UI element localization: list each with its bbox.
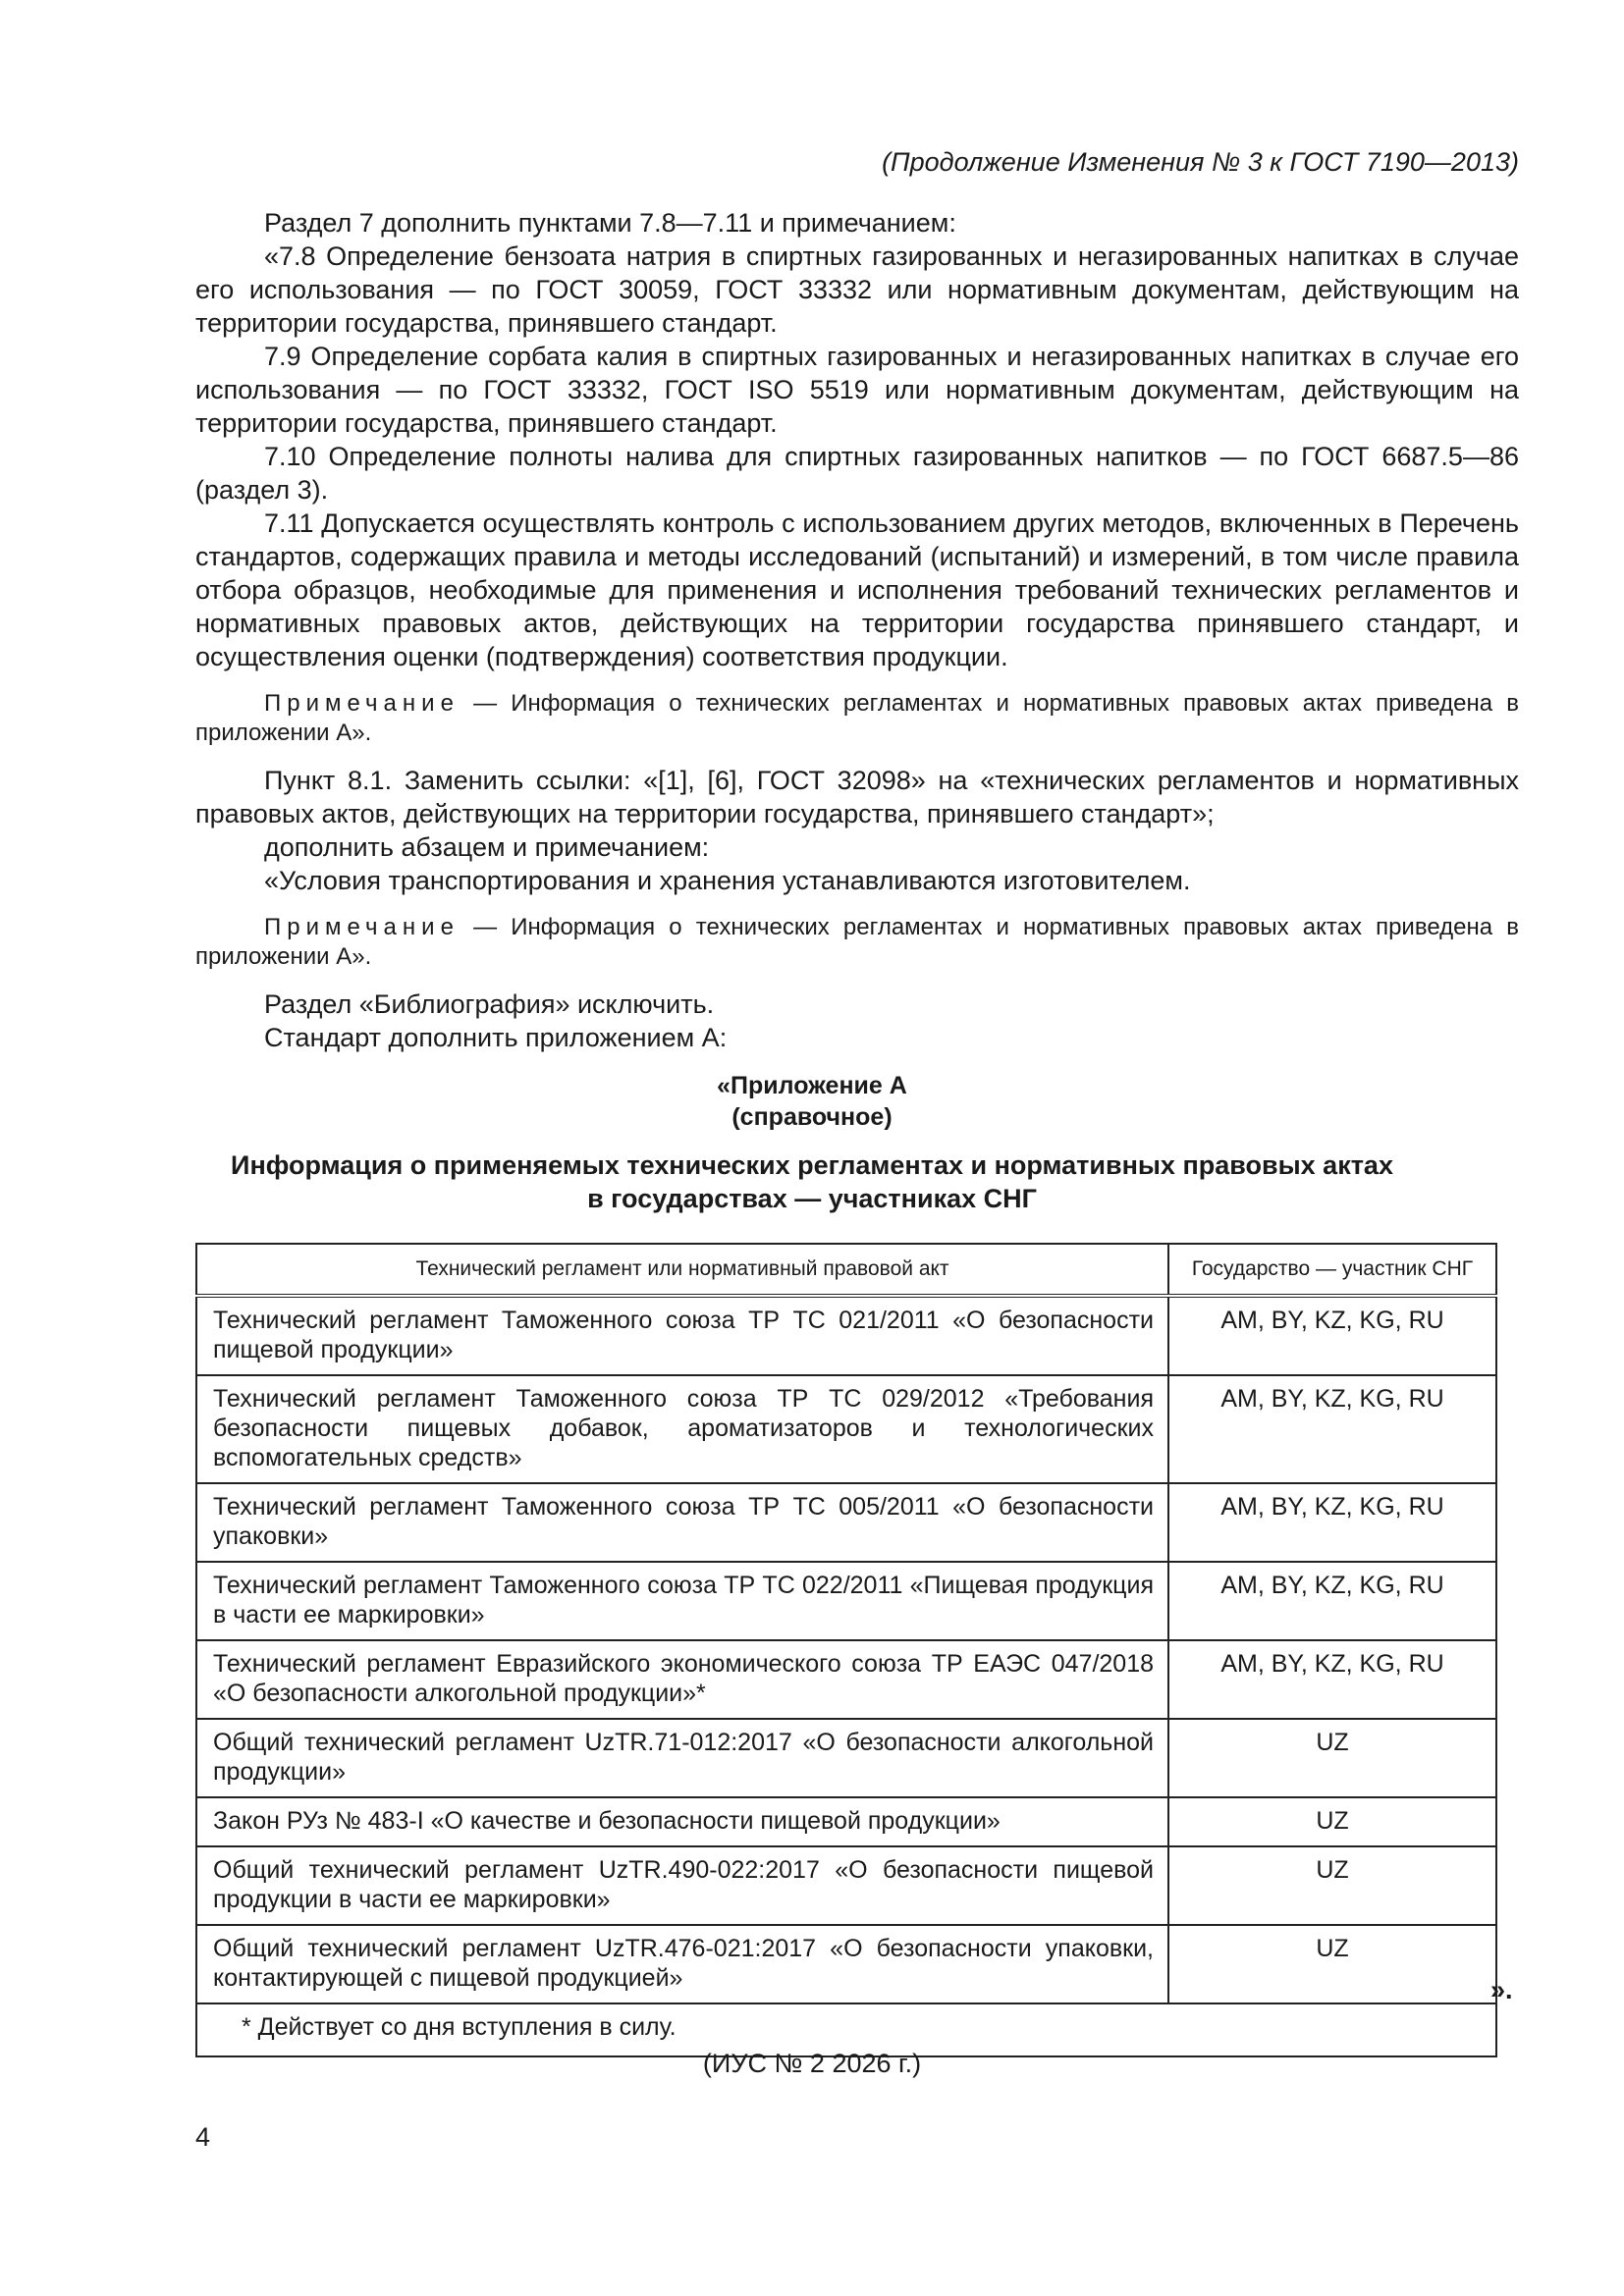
column-header-state: Государство — участник СНГ bbox=[1168, 1244, 1496, 1296]
paragraph: Стандарт дополнить приложением А: bbox=[264, 1023, 728, 1052]
column-header-act: Технический регламент или нормативный правовой акт bbox=[196, 1244, 1168, 1296]
table-row bbox=[196, 1296, 1496, 1375]
table-header-row bbox=[196, 1244, 1496, 1296]
paragraph: Раздел «Библиография» исключить. bbox=[264, 989, 715, 1019]
table-row bbox=[196, 1562, 1496, 1640]
paragraph: дополнить абзацем и примечанием: bbox=[264, 832, 710, 862]
act-cell: Закон РУз № 483-I «О качестве и безопасности пищевой продукции» bbox=[196, 1797, 1168, 1846]
act-cell: Технический регламент Евразийского экономического союза ТР ЕАЭС 047/2018 «О безопасности алкогольной продукции»* bbox=[196, 1640, 1168, 1719]
paragraph: 7.11 Допускается осуществлять контроль с использованием других методов, включенных в Перечень стандартов, содержащих правила и методы исследований (испытаний) и измерений, в том числе правила отбора образцов, необходимые для применения и исполнения требований технических регламентов и нормативных правовых актов, действующих на территории государства принявшего стандарт, и осуществления оценки (подтверждения) соответствия продукции. bbox=[195, 508, 1519, 671]
state-cell: AM, BY, KZ, KG, RU bbox=[1168, 1562, 1496, 1640]
annex-title bbox=[0, 1070, 1624, 1133]
note bbox=[195, 689, 1519, 748]
paragraph: «Условия транспортирования и хранения устанавливаются изготовителем. bbox=[264, 866, 1191, 895]
state-cell: AM, BY, KZ, KG, RU bbox=[1168, 1375, 1496, 1483]
table-row bbox=[196, 1719, 1496, 1797]
regulations-table bbox=[195, 1243, 1497, 2057]
note-text: — Информация о технических регламентах и нормативных правовых актах приведена в приложении А». bbox=[195, 690, 1519, 746]
note-label: Примечание bbox=[264, 914, 460, 940]
state-cell: UZ bbox=[1168, 1846, 1496, 1925]
annex-heading-line: в государствах — участниках СНГ bbox=[587, 1184, 1037, 1213]
table-footnote: * Действует со дня вступления в силу. bbox=[196, 2003, 1496, 2056]
state-cell: AM, BY, KZ, KG, RU bbox=[1168, 1640, 1496, 1719]
body-text bbox=[195, 206, 1519, 1054]
act-cell: Технический регламент Таможенного союза ТР ТС 022/2011 «Пищевая продукция в части ее маркировки» bbox=[196, 1562, 1168, 1640]
page-number: 4 bbox=[195, 2122, 211, 2152]
note bbox=[195, 913, 1519, 972]
closing-quote: ». bbox=[1490, 1975, 1513, 2004]
act-cell: Технический регламент Таможенного союза ТР ТС 029/2012 «Требования безопасности пищевых добавок, ароматизаторов и технологических вспомогательных средств» bbox=[196, 1375, 1168, 1483]
page-header: (Продолжение Изменения № 3 к ГОСТ 7190—2013) bbox=[882, 147, 1519, 177]
annex-heading bbox=[0, 1148, 1624, 1215]
state-cell: UZ bbox=[1168, 1797, 1496, 1846]
paragraph: «7.8 Определение бензоата натрия в спиртных газированных и негазированных напитках в случае его использования — по ГОСТ 30059, ГОСТ 33332 или нормативным документам, действующим на территории государства, принявшего стандарт. bbox=[195, 241, 1519, 338]
state-cell: UZ bbox=[1168, 1925, 1496, 2003]
act-cell: Общий технический регламент UzTR.71-012:2017 «О безопасности алкогольной продукции» bbox=[196, 1719, 1168, 1797]
paragraph: 7.10 Определение полноты налива для спиртных газированных напитков — по ГОСТ 6687.5—86 (раздел 3). bbox=[195, 442, 1519, 505]
state-cell: UZ bbox=[1168, 1719, 1496, 1797]
act-cell: Общий технический регламент UzTR.476-021:2017 «О безопасности упаковки, контактирующей с пищевой продукцией» bbox=[196, 1925, 1168, 2003]
paragraph: 7.9 Определение сорбата калия в спиртных газированных и негазированных напитках в случае его использования — по ГОСТ 33332, ГОСТ ISO 5519 или нормативным документам, действующим на территории государства, принявшего стандарт. bbox=[195, 342, 1519, 438]
table-row bbox=[196, 1797, 1496, 1846]
act-cell: Технический регламент Таможенного союза ТР ТС 005/2011 «О безопасности упаковки» bbox=[196, 1483, 1168, 1562]
note-label: Примечание bbox=[264, 690, 460, 717]
state-cell: AM, BY, KZ, KG, RU bbox=[1168, 1483, 1496, 1562]
annex-heading-line: Информация о применяемых технических регламентах и нормативных правовых актах bbox=[231, 1150, 1393, 1180]
table-row bbox=[196, 1483, 1496, 1562]
paragraph: Пункт 8.1. Заменить ссылки: «[1], [6], ГОСТ 32098» на «технических регламентов и нормативных правовых актов, действующих на территории государства, принявшего стандарт»; bbox=[195, 766, 1519, 828]
table-row bbox=[196, 1925, 1496, 2003]
act-cell: Общий технический регламент UzTR.490-022:2017 «О безопасности пищевой продукции в части ее маркировки» bbox=[196, 1846, 1168, 1925]
issue-reference: (ИУС № 2 2026 г.) bbox=[702, 2049, 922, 2078]
table-row bbox=[196, 1846, 1496, 1925]
paragraph: Раздел 7 дополнить пунктами 7.8—7.11 и примечанием: bbox=[264, 208, 956, 238]
annex-title-line: «Приложение А bbox=[717, 1072, 907, 1099]
state-cell: AM, BY, KZ, KG, RU bbox=[1168, 1296, 1496, 1375]
table-row bbox=[196, 1640, 1496, 1719]
annex-title-line: (справочное) bbox=[731, 1103, 893, 1131]
act-cell: Технический регламент Таможенного союза ТР ТС 021/2011 «О безопасности пищевой продукции» bbox=[196, 1296, 1168, 1375]
note-text: — Информация о технических регламентах и нормативных правовых актах приведена в приложении А». bbox=[195, 914, 1519, 970]
table-row bbox=[196, 1375, 1496, 1483]
